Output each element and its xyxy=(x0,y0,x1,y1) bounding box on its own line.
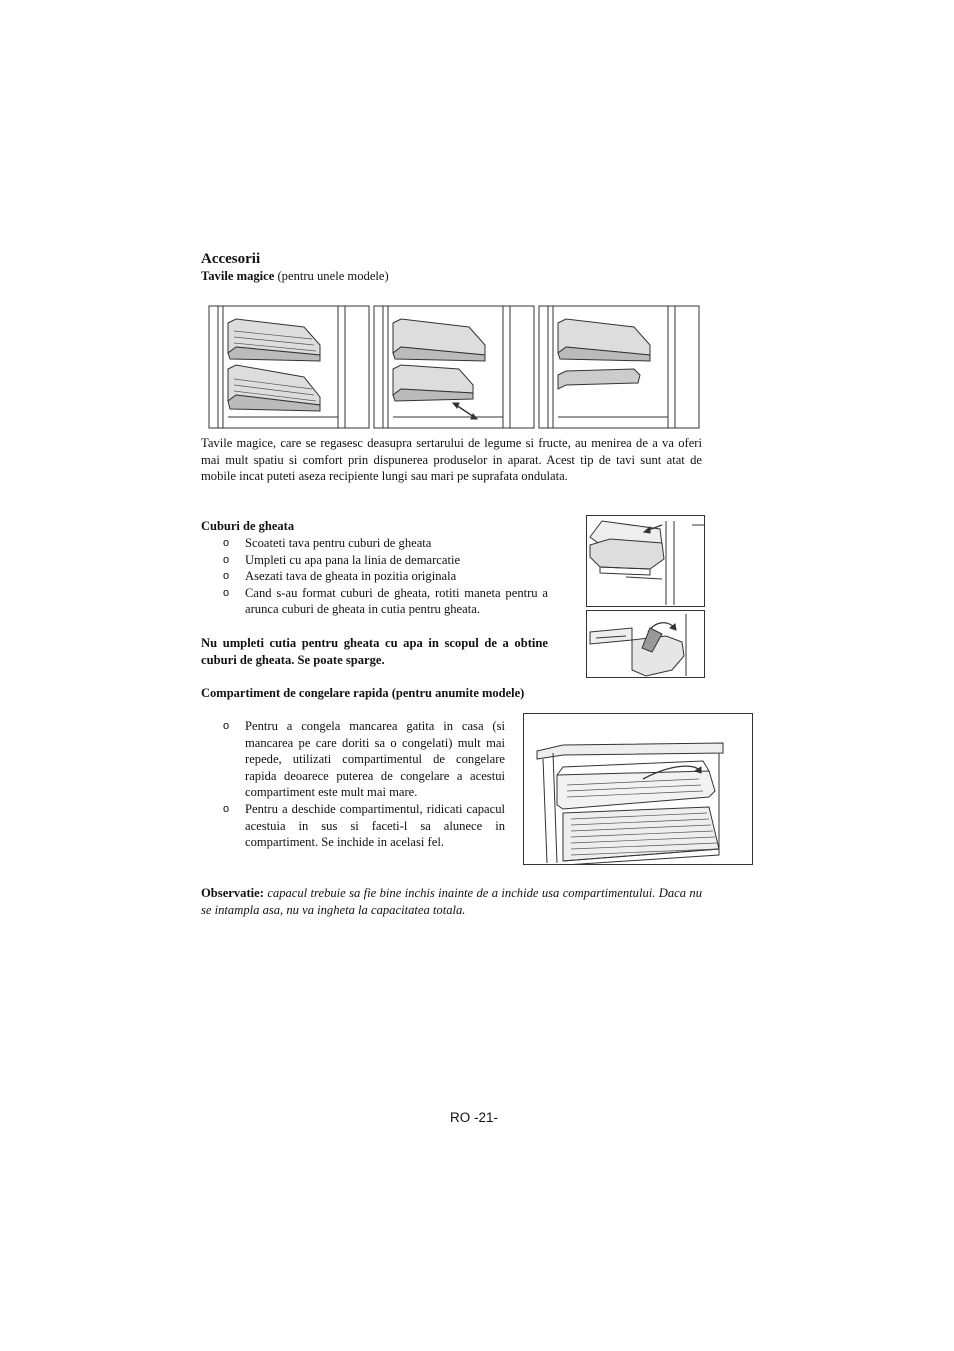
magic-trays-heading: Tavile magice xyxy=(201,269,275,283)
bullet-icon: o xyxy=(223,586,230,599)
magic-trays-illustration xyxy=(208,305,700,429)
ice-tray-remove-illustration xyxy=(586,515,705,607)
magic-trays-heading-note: (pentru unele modele) xyxy=(274,269,389,283)
list-item: o Asezati tava de gheata in pozitia originala xyxy=(223,569,457,584)
fast-freeze-compartment-illustration xyxy=(523,713,753,865)
note-label: Observatie: xyxy=(201,886,264,900)
page-number: RO -21- xyxy=(450,1110,499,1125)
list-item: o Pentru a deschide compartimentul, ridicati capacul acestuia in sus si faceti-l sa alunece in compartiment. Se inchide in acelasi fel. xyxy=(223,801,505,850)
fast-freeze-heading: Compartiment de congelare rapida (pentru anumite modele) xyxy=(201,686,525,700)
section-title: Accesorii xyxy=(201,251,261,267)
magic-trays-heading-line xyxy=(201,268,389,285)
ice-cubes-warning: Nu umpleti cutia pentru gheata cu apa in scopul de a obtine cuburi de gheata. Se poate sparge. xyxy=(201,636,548,667)
bullet-icon: o xyxy=(223,553,230,566)
magic-trays-paragraph: Tavile magice, care se regasesc deasupra sertarului de legume si fructe, au menirea de a va oferi mai mult spatiu si comfort prin dispunerea produselor in aparat. Acest tip de tavi sunt atat de mobile incat puteti aseza recipiente lungi sau mari pe suprafata ondulata. xyxy=(201,436,702,484)
fast-freeze-list xyxy=(201,718,505,851)
bullet-icon: o xyxy=(223,537,230,549)
ice-tray-twist-illustration xyxy=(586,610,705,678)
list-item: o Cand s-au format cuburi de gheata, rotiti maneta pentru a arunca cuburi de gheata in cutia pentru gheata. xyxy=(223,585,548,617)
bullet-icon: o xyxy=(223,802,230,815)
list-item: o Pentru a congela mancarea gatita in casa (si mancarea pe care doriti sa o congelati) mult mai repede, utilizati compartimentul de congelare rapida deoarece puterea de congelare a acestui compartiment este mult mai mare. xyxy=(223,719,505,800)
note-text: capacul trebuie sa fie bine inchis inainte de a inchide usa compartimentului. Daca nu se intampla asa, nu va ingheta la capacitatea totala. xyxy=(201,886,702,917)
bullet-icon: o xyxy=(223,720,230,732)
ice-cubes-heading: Cuburi de gheata xyxy=(201,519,295,533)
note-paragraph xyxy=(201,885,702,918)
ice-cubes-list xyxy=(201,535,548,618)
list-item: o Scoateti tava pentru cuburi de gheata xyxy=(223,536,432,550)
list-item: o Umpleti cu apa pana la linia de demarcatie xyxy=(223,552,461,567)
bullet-icon: o xyxy=(223,570,230,583)
